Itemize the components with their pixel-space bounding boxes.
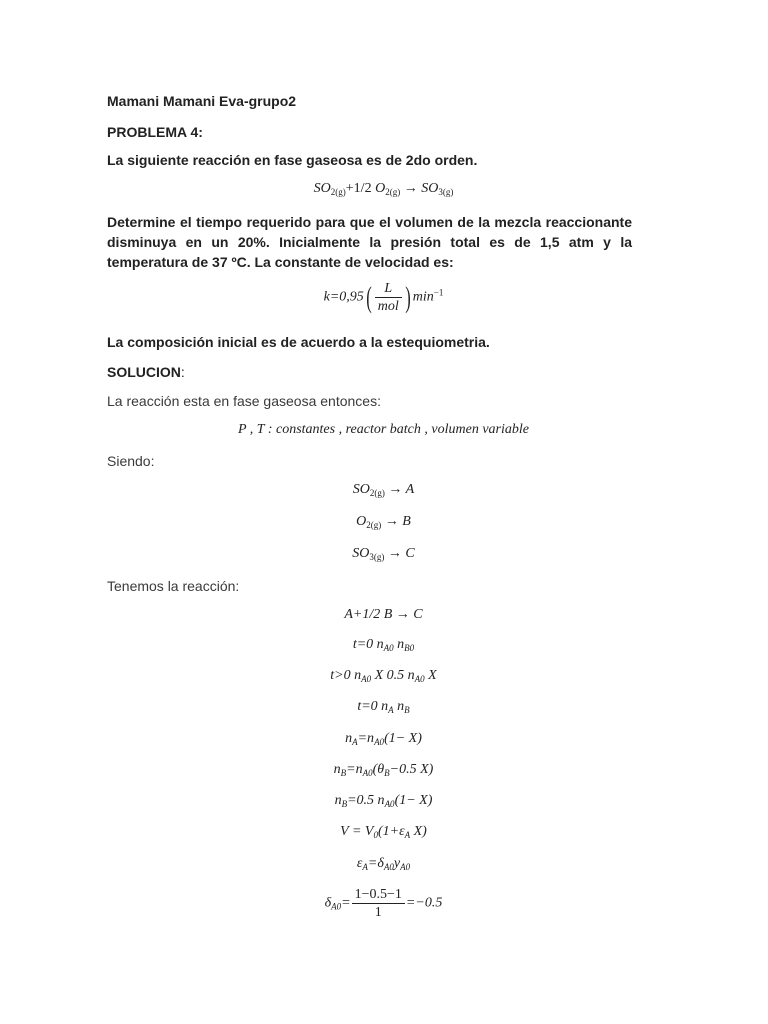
equation-map-b: $O_{2(g)} \to B$ <box>356 514 411 530</box>
equation-moles-reacted: t>0 $n_{A0}$ X 0.5 $n_{A0}$ X <box>330 668 437 684</box>
equation-map-c: $SO_{3(g)} \to C$ <box>352 546 415 562</box>
equation-epsilon: $\varepsilon_A=\delta_{A0}y_{A0}$ <box>356 856 411 872</box>
solution-heading: SOLUCION: <box>107 364 185 380</box>
problem-statement-3: La composición inicial es de acuerdo a la estequiometria. <box>107 334 490 350</box>
equation-reaction: $SO_{2(g)}+1/2$ $O_{2(g)} \to SO_{3(g)}$ <box>313 181 454 197</box>
equation-na: $n_A=n_{A0}(1- X)$ <box>345 731 422 747</box>
equation-map-a: $SO_{2(g)} \to A$ <box>352 482 415 498</box>
equation-moles-current: t=0 $n_A$ $n_B$ <box>357 699 410 715</box>
author-line: Mamani Mamani Eva-grupo2 <box>107 93 297 109</box>
problem-title: PROBLEMA 4: <box>107 124 203 140</box>
text-siendo: Siendo: <box>107 453 155 469</box>
equation-nb-theta: $n_B=n_{A0}(\theta_B-0.5$ X) <box>333 762 434 778</box>
equation-initial-moles: t=0 $n_{A0}$ $n_{B0}$ <box>352 637 415 653</box>
equation-nb: $n_B=0.5$ $n_{A0}(1- X)$ <box>334 793 433 809</box>
equation-rate-constant: k=0,95( $\frac{L}{\text{mol}}$ ) $\min^{-1}$ <box>323 280 444 314</box>
equation-reaction-abc: A+1/2 B → C <box>344 607 423 622</box>
text-tenemos: Tenemos la reacción: <box>107 578 240 594</box>
text-gas-phase: La reacción esta en fase gaseosa entonces: <box>107 393 381 409</box>
problem-statement-1: La siguiente reacción en fase gaseosa es de 2do orden. <box>107 152 478 168</box>
equation-delta: $\delta_{A0}=$ $\frac{1-0.5-1}{1}$ =−0.5 <box>324 887 443 920</box>
equation-volume: $V = V_0(1+\varepsilon_A$ X) <box>340 824 427 840</box>
equation-conditions: P , T : constantes , reactor batch , volumen variable <box>238 422 529 437</box>
problem-statement-2: Determine el tiempo requerido para que el volumen de la mezcla reaccionante disminuya en un 20%. Inicialmente la presión total es de 1,5 atm y la temperatura de 37 ºC. La constante de velocidad es: <box>107 214 632 270</box>
